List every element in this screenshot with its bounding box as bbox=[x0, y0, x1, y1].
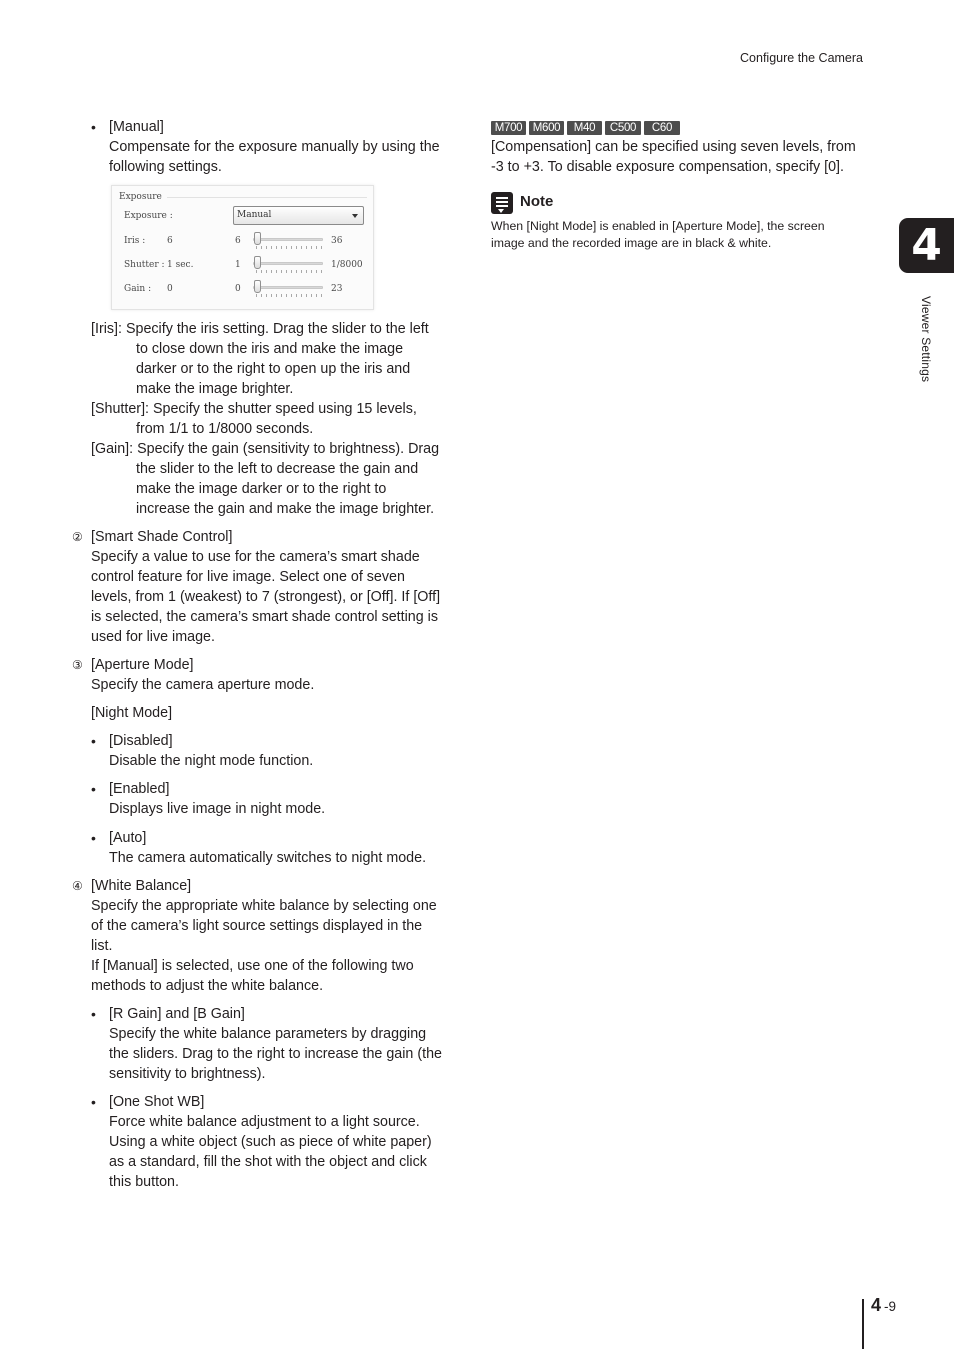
gain-slider-ticks bbox=[256, 294, 322, 297]
aperture-mode-label: [Aperture Mode] bbox=[91, 657, 194, 673]
wb-option-desc-line: Force white balance adjustment to a light source. bbox=[109, 1114, 420, 1130]
gain-lead: : Specify the gain (sensitivity to brightness). Drag bbox=[129, 441, 440, 457]
shutter-min: 1 bbox=[235, 260, 241, 270]
exposure-mode-label: Exposure : bbox=[124, 211, 173, 221]
iris-slider-ticks bbox=[256, 246, 322, 249]
shutter-value: 1 sec. bbox=[167, 260, 194, 270]
note-text-line: image and the recorded image are in black & white. bbox=[491, 236, 772, 250]
model-badge: C500 bbox=[605, 121, 641, 135]
gain-max: 23 bbox=[331, 284, 343, 294]
smart-shade-label: [Smart Shade Control] bbox=[91, 529, 233, 545]
exposure-group-title: Exposure bbox=[119, 192, 162, 202]
wb-option-one-shot: [One Shot WB] bbox=[109, 1094, 205, 1110]
compensation-desc-line: -3 to +3. To disable exposure compensation, specify [0]. bbox=[491, 159, 844, 175]
note-text-line: When [Night Mode] is enabled in [Aperture Mode], the screen bbox=[491, 219, 825, 233]
shutter-slider-thumb[interactable] bbox=[254, 256, 261, 269]
iris-desc-line: make the image brighter. bbox=[136, 381, 294, 397]
iris-slider-track[interactable] bbox=[253, 238, 323, 241]
shutter-desc-line: from 1/1 to 1/8000 seconds. bbox=[136, 421, 314, 437]
smart-shade-desc-line: control feature for live image. Select one of seven bbox=[91, 569, 405, 585]
wb-option-desc-line: as a standard, fill the shot with the object and click bbox=[109, 1154, 427, 1170]
wb-option-rb-gain: [R Gain] and [B Gain] bbox=[109, 1006, 245, 1022]
gain-min: 0 bbox=[235, 284, 241, 294]
manual-label: [Manual] bbox=[109, 119, 164, 135]
compensation-desc-line: [Compensation] can be specified using seven levels, from bbox=[491, 139, 856, 155]
shutter-term: [Shutter] bbox=[91, 401, 146, 417]
iris-label: Iris : bbox=[124, 236, 146, 246]
bullet-manual: • bbox=[91, 119, 96, 135]
shutter-label: Shutter : bbox=[124, 260, 165, 270]
bullet-one-shot-wb: • bbox=[91, 1094, 96, 1110]
bullet-rb-gain: • bbox=[91, 1006, 96, 1022]
gain-term: [Gain] bbox=[91, 441, 130, 457]
wb-option-desc-line: sensitivity to brightness). bbox=[109, 1066, 266, 1082]
chevron-down-icon bbox=[352, 214, 358, 218]
smart-shade-desc-line: levels, from 1 (weakest) to 7 (strongest), or [Off]. If [Off] bbox=[91, 589, 441, 605]
shutter-lead: : Specify the shutter speed using 15 levels, bbox=[145, 401, 417, 417]
shutter-max: 1/8000 bbox=[331, 260, 363, 270]
exposure-mode-select[interactable] bbox=[233, 206, 364, 225]
gain-value: 0 bbox=[167, 284, 173, 294]
gain-slider-track[interactable] bbox=[253, 286, 323, 289]
manual-desc-line: following settings. bbox=[109, 159, 222, 175]
white-balance-desc-line: methods to adjust the white balance. bbox=[91, 978, 324, 994]
wb-option-desc-line: Specify the white balance parameters by dragging bbox=[109, 1026, 427, 1042]
model-badge: M700 bbox=[491, 121, 526, 135]
gain-desc-line: increase the gain and make the image brighter. bbox=[136, 501, 435, 517]
wb-option-desc-line: this button. bbox=[109, 1174, 179, 1190]
gain-desc-line: make the image darker or to the right to bbox=[136, 481, 387, 497]
item-marker-4: ④ bbox=[72, 879, 83, 893]
iris-max: 36 bbox=[331, 236, 343, 246]
gain-desc-line: the slider to the left to decrease the gain and bbox=[136, 461, 419, 477]
white-balance-desc-line: Specify the appropriate white balance by selecting one bbox=[91, 898, 437, 914]
bullet-auto: • bbox=[91, 830, 96, 846]
bullet-disabled: • bbox=[91, 733, 96, 749]
running-header: Configure the Camera bbox=[740, 51, 863, 65]
exposure-settings-screenshot bbox=[111, 185, 374, 310]
item-marker-3: ③ bbox=[72, 658, 83, 672]
iris-desc-line: to close down the iris and make the image bbox=[136, 341, 404, 357]
chapter-number: 4 bbox=[911, 220, 942, 271]
section-side-label: Viewer Settings bbox=[919, 296, 933, 383]
chapter-tab bbox=[899, 218, 954, 273]
white-balance-desc-line: list. bbox=[91, 938, 113, 954]
smart-shade-desc-line: is selected, the camera’s smart shade control setting is bbox=[91, 609, 438, 625]
night-mode-option-disabled: [Disabled] bbox=[109, 733, 173, 749]
night-mode-option-desc: Displays live image in night mode. bbox=[109, 801, 326, 817]
model-badge: C60 bbox=[644, 121, 680, 135]
smart-shade-desc-line: used for live image. bbox=[91, 629, 215, 645]
note-title: Note bbox=[520, 193, 554, 210]
gain-paragraph bbox=[91, 439, 439, 459]
wb-option-desc-line: Using a white object (such as piece of white paper) bbox=[109, 1134, 432, 1150]
aperture-mode-desc: Specify the camera aperture mode. bbox=[91, 677, 315, 693]
model-badge: M600 bbox=[529, 121, 564, 135]
group-divider bbox=[167, 197, 367, 198]
bullet-enabled: • bbox=[91, 781, 96, 797]
gain-label: Gain : bbox=[124, 284, 152, 294]
wb-option-desc-line: the sliders. Drag to the right to increase the gain (the bbox=[109, 1046, 442, 1062]
shutter-paragraph bbox=[91, 399, 417, 419]
item-marker-2: ② bbox=[72, 530, 83, 544]
iris-value: 6 bbox=[167, 236, 173, 246]
manual-desc-line: Compensate for the exposure manually by using the bbox=[109, 139, 440, 155]
exposure-mode-value: Manual bbox=[237, 210, 272, 220]
night-mode-option-auto: [Auto] bbox=[109, 830, 147, 846]
page-number-page: -9 bbox=[884, 1299, 897, 1314]
night-mode-option-desc: The camera automatically switches to night mode. bbox=[109, 850, 427, 866]
night-mode-option-desc: Disable the night mode function. bbox=[109, 753, 314, 769]
gain-slider-thumb[interactable] bbox=[254, 280, 261, 293]
white-balance-desc-line: of the camera’s light source settings displayed in the bbox=[91, 918, 423, 934]
iris-slider-thumb[interactable] bbox=[254, 232, 261, 245]
footer-rule bbox=[862, 1299, 864, 1349]
page-number-chapter: 4 bbox=[871, 1295, 882, 1315]
iris-desc-line: darker or to the right to open up the iris and bbox=[136, 361, 411, 377]
model-badge: M40 bbox=[567, 121, 602, 135]
night-mode-option-enabled: [Enabled] bbox=[109, 781, 170, 797]
shutter-slider-ticks bbox=[256, 270, 322, 273]
iris-lead: : Specify the iris setting. Drag the slider to the left bbox=[118, 321, 429, 337]
iris-paragraph bbox=[91, 319, 429, 339]
night-mode-label: [Night Mode] bbox=[91, 705, 173, 721]
smart-shade-desc-line: Specify a value to use for the camera’s smart shade bbox=[91, 549, 420, 565]
iris-min: 6 bbox=[235, 236, 241, 246]
note-icon bbox=[491, 192, 513, 214]
iris-term: [Iris] bbox=[91, 321, 119, 337]
white-balance-label: [White Balance] bbox=[91, 878, 192, 894]
white-balance-desc-line: If [Manual] is selected, use one of the following two bbox=[91, 958, 414, 974]
shutter-slider-track[interactable] bbox=[253, 262, 323, 265]
